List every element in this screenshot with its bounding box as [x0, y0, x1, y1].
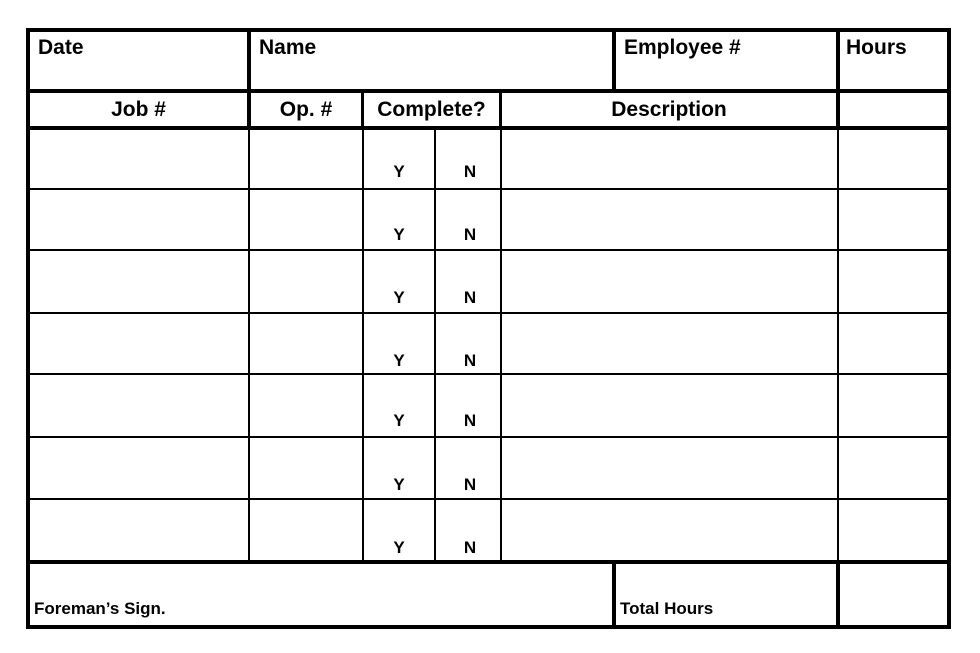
hours-label: Hours [846, 36, 907, 59]
complete-no-option[interactable]: N [463, 288, 477, 307]
hours-cell[interactable] [839, 314, 947, 373]
job-number-header: Job # [111, 98, 166, 121]
op-number-cell[interactable] [250, 375, 362, 436]
complete-yes-option[interactable]: Y [393, 538, 405, 557]
complete-yes-option[interactable]: Y [393, 351, 405, 370]
complete-yes-option[interactable]: Y [393, 288, 405, 307]
foreman-signature-label: Foreman’s Sign. [34, 599, 166, 618]
description-cell[interactable] [502, 375, 837, 436]
divider-body-y-n [434, 130, 436, 560]
complete-no-option[interactable]: N [463, 162, 477, 181]
complete-no-option[interactable]: N [463, 351, 477, 370]
hours-cell[interactable] [839, 130, 947, 188]
complete-yes-option[interactable]: Y [393, 162, 405, 181]
complete-yes-option[interactable]: Y [393, 475, 405, 494]
op-number-cell[interactable] [250, 500, 362, 560]
job-number-cell[interactable] [30, 251, 248, 312]
hours-cell[interactable] [839, 500, 947, 560]
divider-header-bottom [26, 89, 951, 93]
description-header: Description [611, 98, 727, 121]
op-number-cell[interactable] [250, 314, 362, 373]
employee-number-field[interactable] [616, 32, 836, 89]
complete-no-option[interactable]: N [463, 538, 477, 557]
description-cell[interactable] [502, 314, 837, 373]
hours-cell[interactable] [839, 375, 947, 436]
hours-cell[interactable] [839, 251, 947, 312]
job-number-cell[interactable] [30, 190, 248, 249]
employee-number-label: Employee # [624, 36, 741, 59]
op-number-cell[interactable] [250, 251, 362, 312]
op-number-cell[interactable] [250, 130, 362, 188]
complete-yes-option[interactable]: Y [393, 411, 405, 430]
description-cell[interactable] [502, 251, 837, 312]
hours-field[interactable] [840, 32, 947, 89]
op-number-cell[interactable] [250, 190, 362, 249]
description-cell[interactable] [502, 438, 837, 498]
divider-body-op-y [362, 130, 364, 560]
complete-no-option[interactable]: N [463, 411, 477, 430]
job-number-cell[interactable] [30, 130, 248, 188]
description-cell[interactable] [502, 130, 837, 188]
job-number-cell[interactable] [30, 375, 248, 436]
description-cell[interactable] [502, 190, 837, 249]
name-label: Name [259, 36, 317, 59]
complete-yes-option[interactable]: Y [393, 225, 405, 244]
complete-header: Complete? [377, 98, 486, 121]
complete-no-option[interactable]: N [463, 225, 477, 244]
date-field[interactable] [30, 32, 247, 89]
hours-cell[interactable] [839, 190, 947, 249]
op-number-cell[interactable] [250, 438, 362, 498]
job-number-cell[interactable] [30, 438, 248, 498]
job-number-cell[interactable] [30, 500, 248, 560]
description-cell[interactable] [502, 500, 837, 560]
job-number-cell[interactable] [30, 314, 248, 373]
complete-no-option[interactable]: N [463, 475, 477, 494]
total-hours-field[interactable] [840, 564, 947, 625]
op-number-header: Op. # [279, 98, 333, 121]
divider-foreman-total [612, 562, 616, 629]
date-label: Date [38, 36, 84, 59]
total-hours-label: Total Hours [620, 599, 714, 618]
hours-cell[interactable] [839, 438, 947, 498]
name-field[interactable] [251, 32, 612, 89]
